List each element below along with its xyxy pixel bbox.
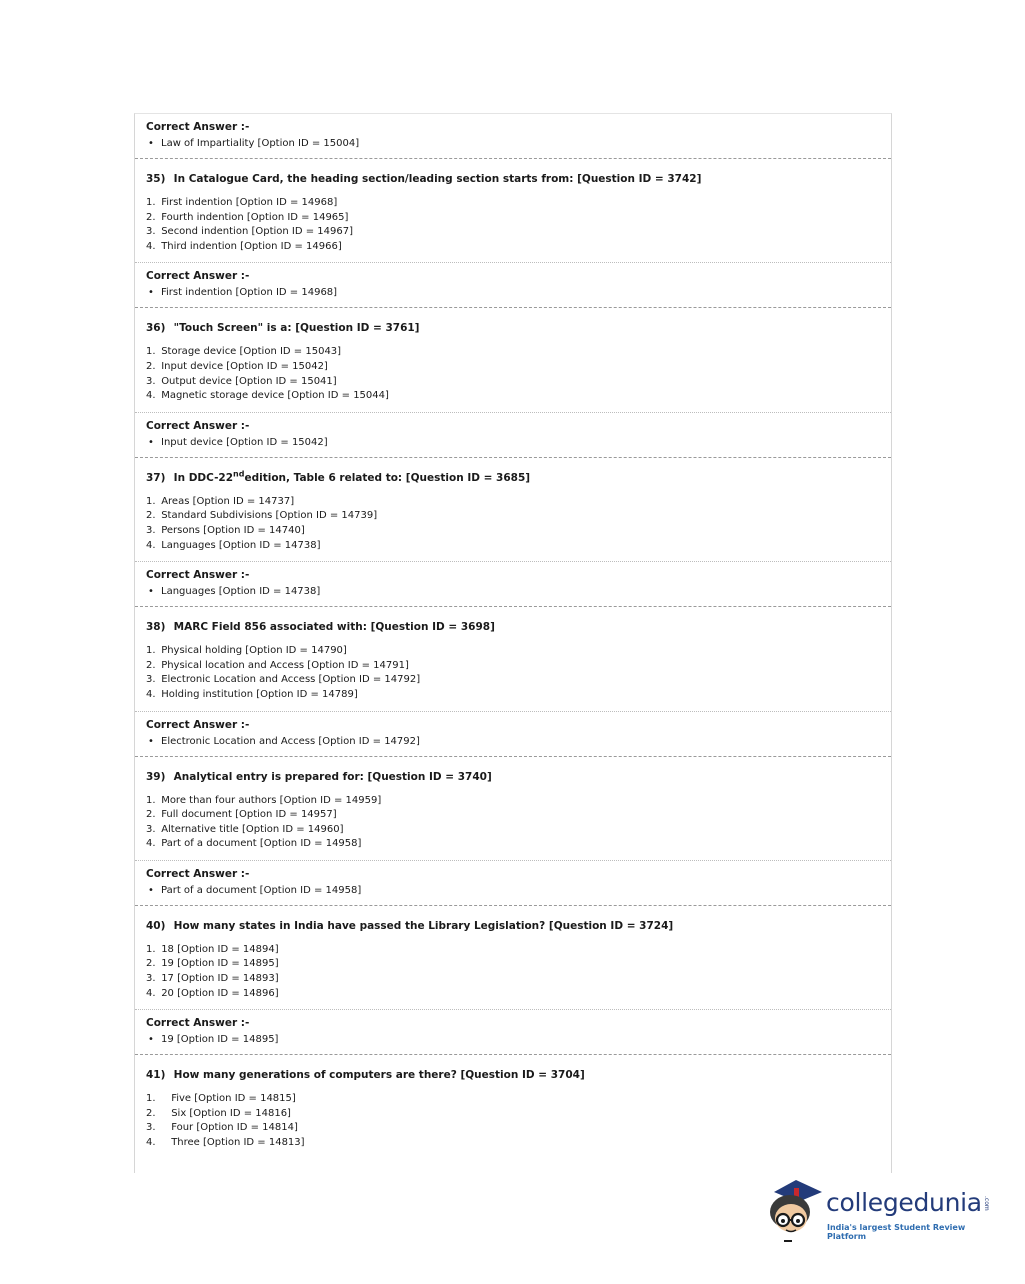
question-title: 40) How many states in India have passed the Library Legislation? [Question ID = 3724]: [146, 919, 674, 932]
correct-answer: • First indention [Option ID = 14968]: [148, 287, 338, 299]
bullet-icon: •: [148, 586, 154, 598]
correct-answer: • Electronic Location and Access [Option ID = 14792]: [148, 735, 420, 747]
question-40: [135, 906, 891, 1010]
question-39: [135, 757, 891, 861]
option: 1. Physical holding [Option ID = 14790]: [146, 645, 347, 657]
bullet-icon: •: [148, 287, 154, 299]
question-38: [135, 607, 891, 711]
correct-answer-block: [135, 562, 891, 607]
option: 3. Electronic Location and Access [Option ID = 14792]: [146, 674, 421, 686]
bullet-icon: •: [148, 884, 154, 896]
correct-answer-block: [135, 712, 891, 757]
option: 2. Full document [Option ID = 14957]: [146, 809, 337, 821]
option: 1. Five [Option ID = 14815]: [146, 1093, 296, 1105]
option: 1. Storage device [Option ID = 15043]: [146, 346, 342, 358]
option: 2. Fourth indention [Option ID = 14965]: [146, 211, 349, 223]
option: 4. Third indention [Option ID = 14966]: [146, 240, 342, 252]
option: 1. Areas [Option ID = 14737]: [146, 495, 295, 507]
question-title: 41) How many generations of computers are there? [Question ID = 3704]: [146, 1069, 585, 1082]
correct-answer: • 19 [Option ID = 14895]: [148, 1034, 279, 1046]
correct-answer-block: [135, 114, 891, 159]
brand-tagline: India's largest Student Review Platform: [827, 1223, 966, 1241]
correct-answer: • Law of Impartiality [Option ID = 15004]: [148, 138, 360, 149]
correct-answer-block: [135, 263, 891, 308]
correct-answer-label: Correct Answer :-: [146, 569, 250, 582]
question-title: 38) MARC Field 856 associated with: [Question ID = 3698]: [146, 621, 495, 634]
correct-answer-label: Correct Answer :-: [146, 121, 250, 133]
correct-answer: • Part of a document [Option ID = 14958]: [148, 884, 362, 896]
option: 2. Input device [Option ID = 15042]: [146, 360, 328, 372]
correct-answer: • Input device [Option ID = 15042]: [148, 436, 328, 448]
option: 1. First indention [Option ID = 14968]: [146, 197, 338, 208]
question-36: [135, 308, 891, 412]
option: 4. Three [Option ID = 14813]: [146, 1137, 305, 1149]
option: 4. Holding institution [Option ID = 14789]: [146, 688, 358, 700]
correct-answer-label: Correct Answer :-: [146, 419, 250, 432]
option: 3. Persons [Option ID = 14740]: [146, 524, 305, 536]
bullet-icon: •: [148, 436, 154, 448]
question-37: [135, 458, 891, 562]
question-title: 36) "Touch Screen" is a: [Question ID = 3761]: [146, 322, 420, 335]
option: 2. Physical location and Access [Option ID = 14791]: [146, 659, 409, 671]
correct-answer-block: [135, 413, 891, 458]
option: 4. 20 [Option ID = 14896]: [146, 987, 279, 999]
correct-answer-label: Correct Answer :-: [146, 1017, 250, 1030]
brand-suffix: .com: [983, 1196, 990, 1211]
option: 2. Six [Option ID = 14816]: [146, 1107, 291, 1119]
correct-answer-block: [135, 1010, 891, 1055]
correct-answer-label: Correct Answer :-: [146, 718, 250, 731]
option: 1. More than four authors [Option ID = 14959]: [146, 794, 382, 806]
correct-answer-block: [135, 861, 891, 906]
question-title: 39) Analytical entry is prepared for: [Question ID = 3740]: [146, 770, 492, 783]
question-title: 35) In Catalogue Card, the heading section/leading section starts from: [Question ID = 3742]: [146, 173, 702, 185]
option: 4. Part of a document [Option ID = 14958]: [146, 838, 362, 850]
option: 3. Four [Option ID = 14814]: [146, 1122, 298, 1134]
bullet-icon: •: [148, 138, 154, 149]
option: 3. Alternative title [Option ID = 14960]: [146, 823, 344, 835]
option: 4. Languages [Option ID = 14738]: [146, 539, 321, 551]
option: 3. 17 [Option ID = 14893]: [146, 973, 279, 985]
option: 3. Output device [Option ID = 15041]: [146, 375, 337, 387]
bullet-icon: •: [148, 1034, 154, 1046]
brand-name: collegedunia: [826, 1188, 982, 1217]
correct-answer-label: Correct Answer :-: [146, 867, 250, 880]
correct-answer-label: Correct Answer :-: [146, 270, 250, 283]
correct-answer: • Languages [Option ID = 14738]: [148, 586, 321, 598]
question-35: [135, 159, 891, 263]
question-41: [135, 1055, 891, 1158]
question-title: 37) In DDC-22ndedition, Table 6 related to: [Question ID = 3685]: [146, 469, 531, 484]
option: 2. Standard Subdivisions [Option ID = 14739]: [146, 510, 378, 522]
collegedunia-logo: [766, 1178, 996, 1248]
option: 2. 19 [Option ID = 14895]: [146, 958, 279, 970]
option: 1. 18 [Option ID = 14894]: [146, 943, 279, 955]
option: 3. Second indention [Option ID = 14967]: [146, 226, 354, 238]
mascot-icon: [766, 1178, 828, 1246]
question-sheet: [134, 113, 892, 1173]
option: 4. Magnetic storage device [Option ID = 15044]: [146, 390, 389, 402]
bullet-icon: •: [148, 735, 154, 747]
